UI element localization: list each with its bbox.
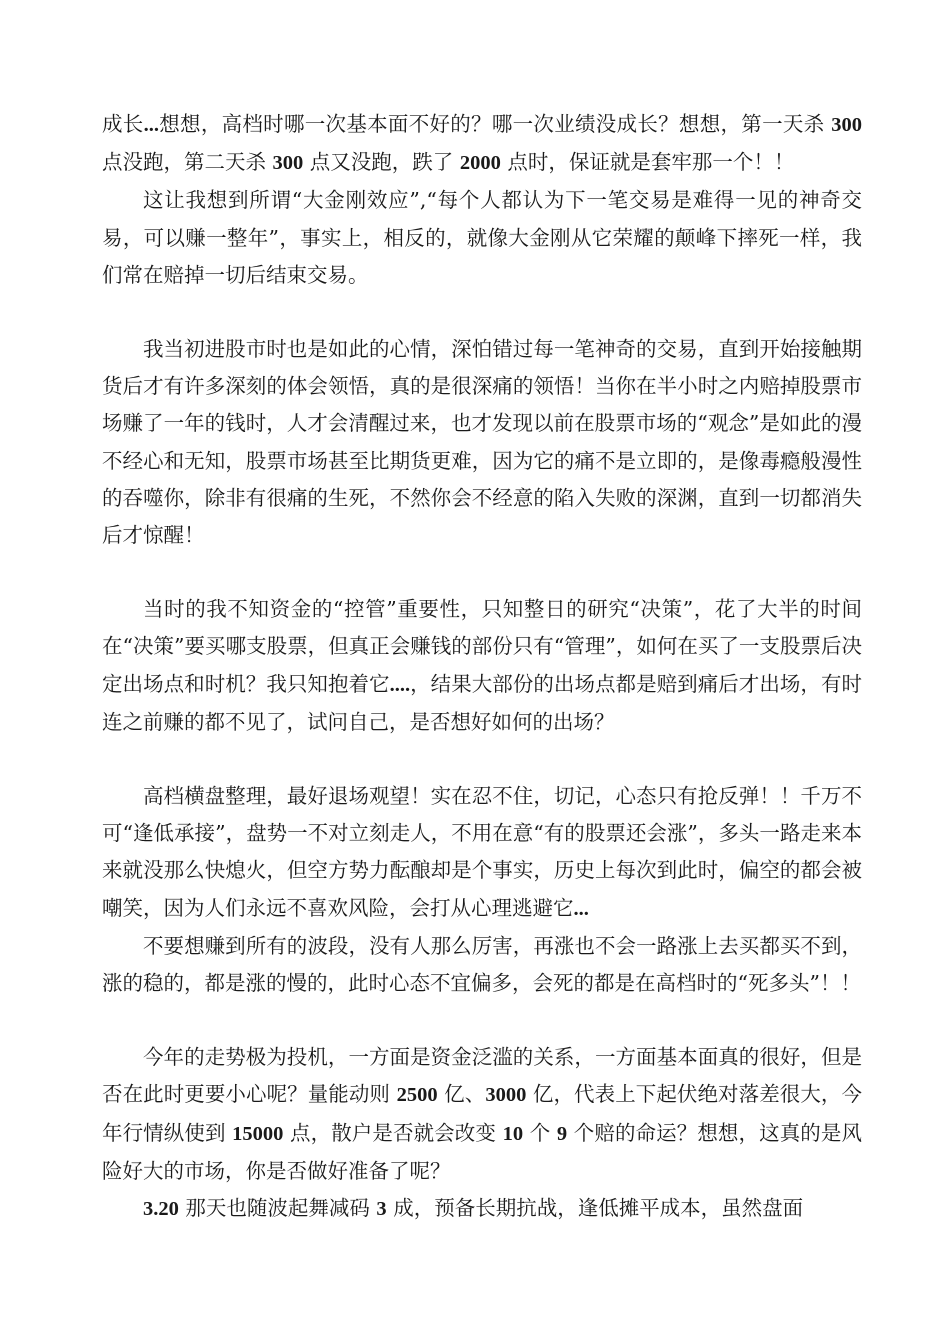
text-run: 成，预备长期抗战，逢低摊平成本，虽然盘面 — [386, 1196, 804, 1221]
text-run: 这让我想到所谓“大金刚效应”,“每个人都认为下一笔交易是难得一见的神奇交易，可以赚一整年”，事实上，相反的，就像大金刚从它荣耀的颠峰下摔死一样，我们常在赔掉一切后结束交易。 — [102, 188, 862, 287]
paragraph — [102, 1190, 862, 1228]
bold-text-run: 300 — [831, 114, 863, 136]
text-run: 个赔的命运？想想，这真的是风险好大的市场，你是否做好准备了呢？ — [102, 1120, 862, 1183]
bold-text-run: 300 — [272, 152, 304, 175]
text-run: 当时的我不知资金的“控管”重要性，只知整日的研究“决策”，花了大半的时间在“决策”要买哪支股票，但真正会赚钱的部份只有“管理”，如何在买了一支股票后决定出场点和时机？我只知抱着它 — [102, 597, 862, 696]
bold-text-run: 10 — [502, 1122, 524, 1145]
text-run: 点又没跑，跌了 — [303, 150, 460, 175]
paragraph — [102, 591, 862, 741]
text-run: 点时，保证就是套牢那一个！！ — [500, 150, 795, 175]
text-run: 亿、 — [437, 1082, 486, 1107]
text-run: 想想，高档时哪一次基本面不好的？哪一次业绩没成长？想想，第一天杀 — [158, 112, 832, 136]
bold-text-run: .... — [389, 673, 411, 696]
bold-text-run: 3 — [376, 1198, 387, 1221]
text-run: 我当初进股市时也是如此的心情，深怕错过每一笔神奇的交易，直到开始接触期货后才有许多深刻的体会领悟，真的是很深痛的领悟！当你在半小时之内赔掉股票市场赚了一年的钱时，人才会清醒过来，也才发现以前在股票市场的“观念”是如此的漫不经心和无知，股票市场甚至比期货更难，因为它的痛不是立即的，是像毒瘾般漫性的吞噬你，除非有很痛的生死，不然你会不经意的陷入失败的深渊，直到一切都消失后才惊醒！ — [102, 337, 862, 548]
text-run: 那天也随波起舞减码 — [178, 1196, 377, 1221]
text-run: 成长 — [102, 112, 144, 136]
paragraph — [102, 1039, 862, 1190]
bold-text-run: 2000 — [459, 152, 501, 175]
paragraph — [102, 182, 862, 294]
text-run: 不要想赚到所有的波段，没有人那么厉害，再涨也不会一路涨上去买都买不到，涨的稳的，都是涨的慢的，此时心态不宜偏多，会死的都是在高档时的“死多头”！！ — [102, 933, 862, 996]
bold-text-run: ... — [143, 114, 159, 136]
text-run: ，结果大部份的出场点都是赔到痛后才出场，有时连之前赚的都不见了，试问自己，是否想好如何的出场？ — [102, 671, 863, 734]
paragraph — [102, 331, 862, 554]
text-run: 个 — [523, 1120, 557, 1145]
bold-text-run: 15000 — [232, 1122, 284, 1145]
text-run: 点没跑，第二天杀 — [102, 150, 273, 175]
bold-text-run: 9 — [556, 1122, 568, 1145]
bold-text-run: ... — [573, 897, 589, 920]
text-run: 今年的走势极为投机，一方面是资金泛滥的关系，一方面基本面真的很好，但是否在此时更要小心呢？量能动则 — [102, 1045, 862, 1107]
paragraph — [102, 928, 862, 1002]
text-run: 高档横盘整理，最好退场观望！实在忍不住，切记，心态只有抢反弹！！千万不可“逢低承接”，盘势一不对立刻走人，不用在意“有的股票还会涨”，多头一路走来本来就没那么快熄火，但空方势力酝酿却是个事实，历史上每次到此时，偏空的都会被嘲笑，因为人们永远不喜欢风险，会打从心理逃避它 — [102, 784, 862, 920]
paragraph — [102, 106, 862, 182]
bold-text-run: 2500 — [396, 1084, 438, 1107]
text-run: 点，散户是否就会改变 — [283, 1120, 503, 1145]
document-page — [102, 106, 862, 1228]
bold-text-run: 3000 — [485, 1084, 527, 1107]
text-run: 亿，代表上下起伏绝对落差很大，今年行情纵使到 — [102, 1082, 862, 1145]
paragraph — [102, 778, 862, 928]
bold-text-run: 3.20 — [143, 1198, 179, 1221]
